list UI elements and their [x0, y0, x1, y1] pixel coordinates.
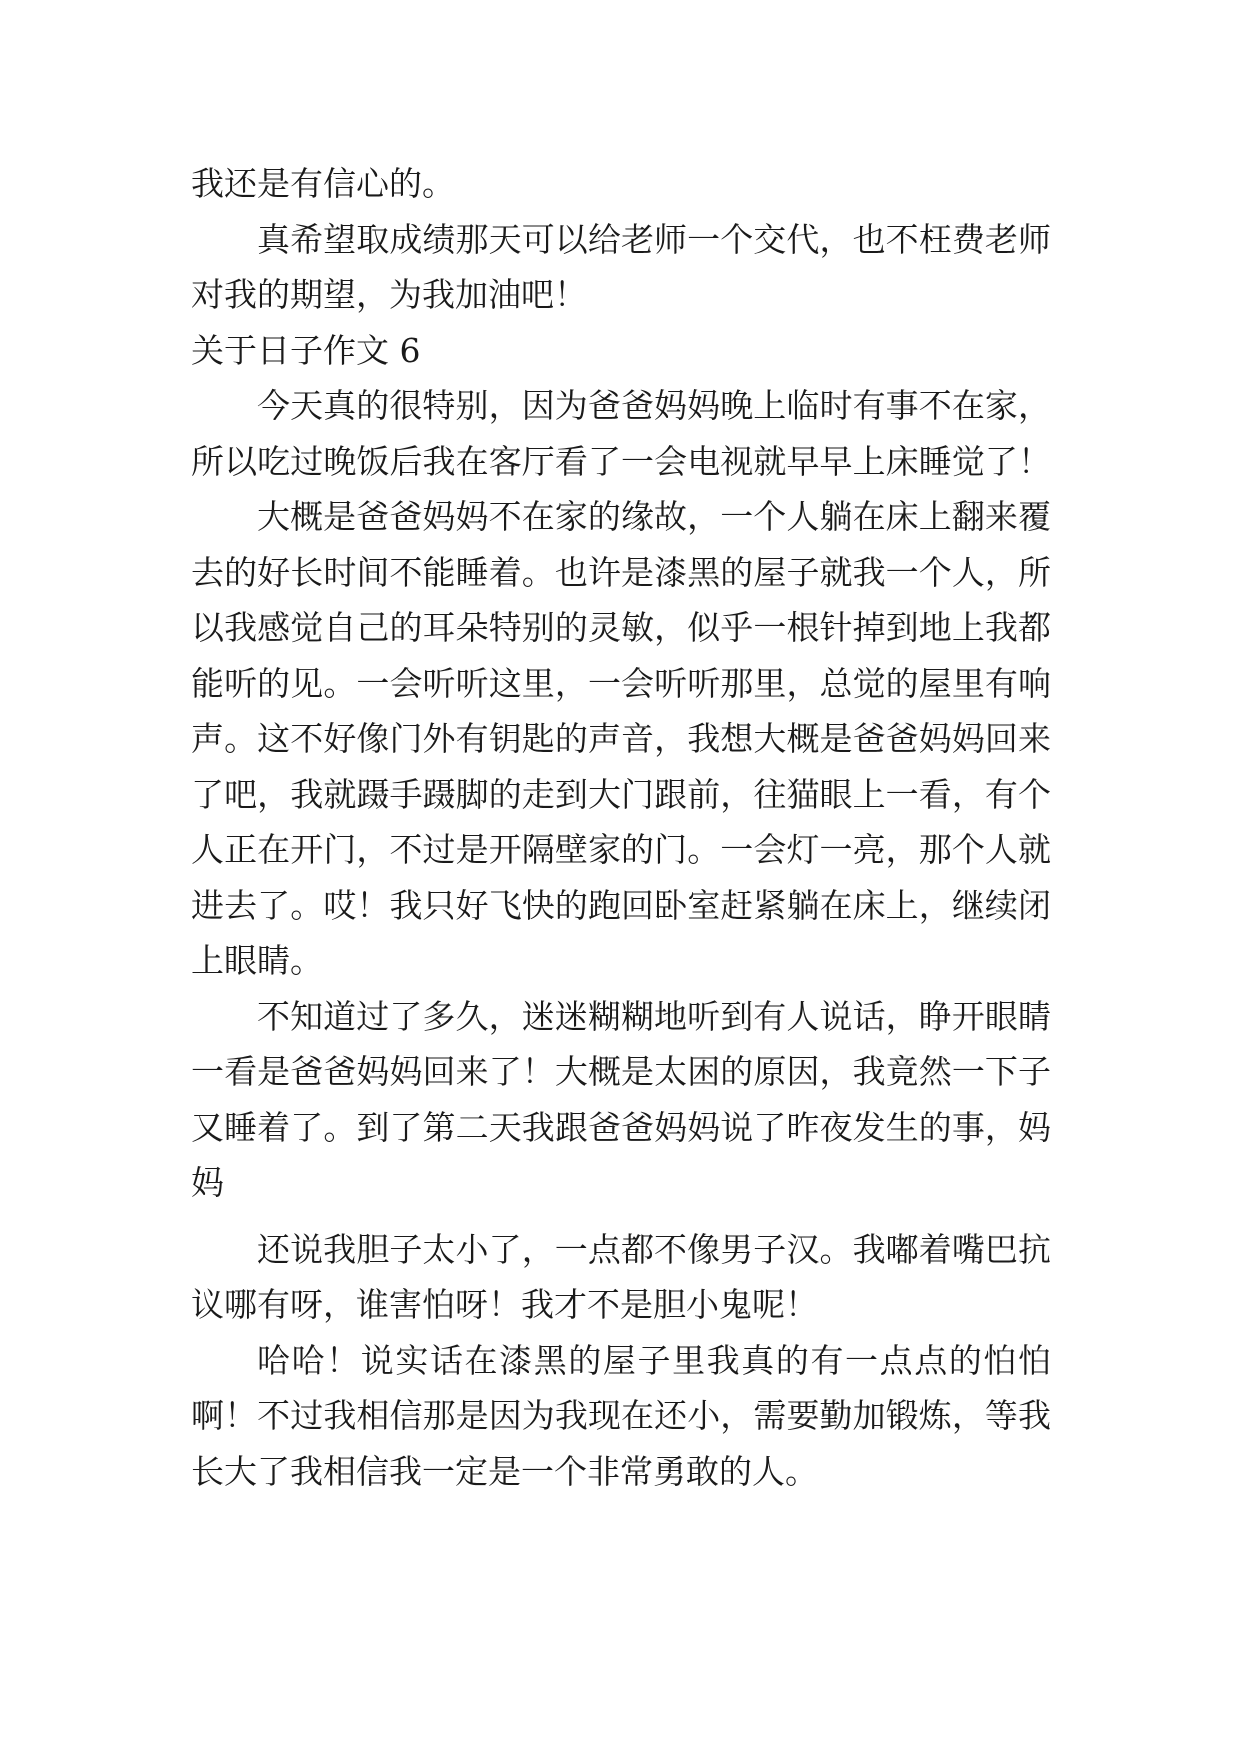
text-line: 啊！不过我相信那是因为我现在还小，需要勤加锻炼，等我 — [191, 1396, 1051, 1435]
text-line: 人正在开门，不过是开隔壁家的门。一会灯一亮，那个人就 — [191, 830, 1051, 869]
text-line: 进去了。哎！我只好飞快的跑回卧室赶紧躺在床上，继续闭 — [191, 886, 1051, 925]
text-line: 议哪有呀，谁害怕呀！我才不是胆小鬼呢！ — [191, 1285, 818, 1324]
text-line: 了吧，我就蹑手蹑脚的走到大门跟前，往猫眼上一看，有个 — [191, 775, 1051, 814]
text-line: 以我感觉自己的耳朵特别的灵敏，似乎一根针掉到地上我都 — [191, 608, 1051, 647]
text-line: 能听的见。一会听听这里，一会听听那里，总觉的屋里有响 — [191, 664, 1051, 703]
text-line: 哈哈！说实话在漆黑的屋子里我真的有一点点的怕怕 — [257, 1341, 1051, 1380]
text-line: 今天真的很特别，因为爸爸妈妈晚上临时有事不在家， — [257, 386, 1051, 425]
text-line: 又睡着了。到了第二天我跟爸爸妈妈说了昨夜发生的事，妈 — [191, 1108, 1051, 1147]
text-line: 真希望取成绩那天可以给老师一个交代，也不枉费老师 — [257, 220, 1051, 259]
text-line: 我还是有信心的。 — [191, 164, 455, 203]
text-line: 长大了我相信我一定是一个非常勇敢的人。 — [191, 1452, 818, 1491]
text-line: 上眼睛。 — [191, 941, 323, 980]
section-heading: 关于日子作文 6 — [191, 331, 421, 370]
text-line: 去的好长时间不能睡着。也许是漆黑的屋子就我一个人，所 — [191, 553, 1051, 592]
text-line: 所以吃过晚饭后我在客厅看了一会电视就早早上床睡觉了！ — [191, 442, 1051, 481]
text-line: 声。这不好像门外有钥匙的声音，我想大概是爸爸妈妈回来 — [191, 719, 1051, 758]
text-line: 不知道过了多久，迷迷糊糊地听到有人说话，睁开眼睛 — [257, 997, 1051, 1036]
text-line: 大概是爸爸妈妈不在家的缘故，一个人躺在床上翻来覆 — [257, 497, 1051, 536]
text-line: 一看是爸爸妈妈回来了！大概是太困的原因，我竟然一下子 — [191, 1052, 1051, 1091]
text-line: 妈 — [191, 1163, 224, 1202]
text-line: 对我的期望，为我加油吧！ — [191, 275, 587, 314]
text-line: 还说我胆子太小了，一点都不像男子汉。我嘟着嘴巴抗 — [257, 1230, 1051, 1269]
